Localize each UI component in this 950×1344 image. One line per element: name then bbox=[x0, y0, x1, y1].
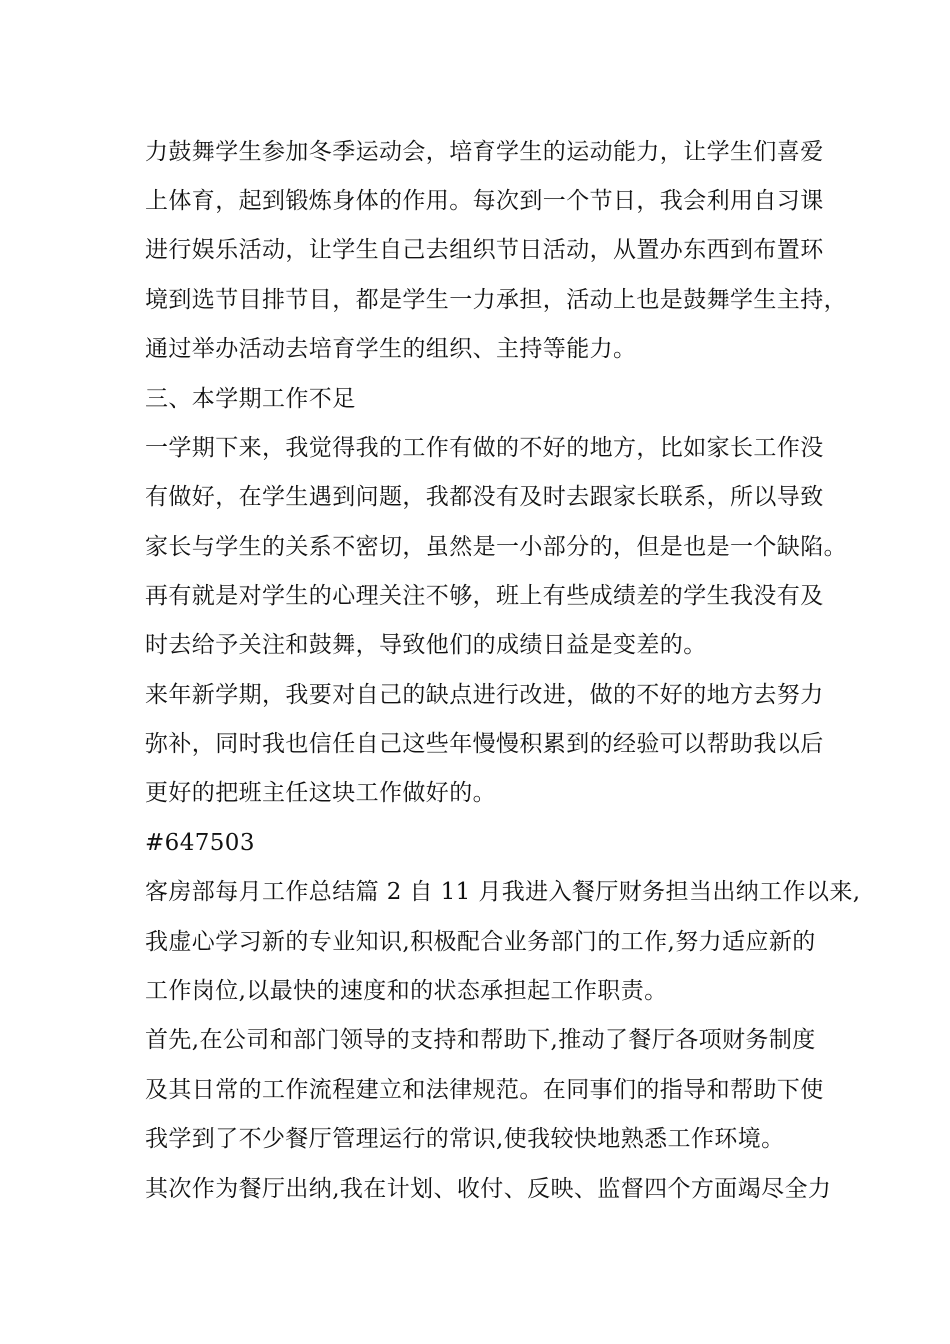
text-line: 我虚心学习新的专业知识,积极配合业务部门的工作,努力适应新的 bbox=[145, 929, 816, 955]
text-line: 时去给予关注和鼓舞，导致他们的成绩日益是变差的。 bbox=[145, 632, 707, 658]
text-line: 其次作为餐厅出纳,我在计划、收付、反映、监督四个方面竭尽全力 bbox=[145, 1176, 832, 1202]
text-line: 首先,在公司和部门领导的支持和帮助下,推动了餐厅各项财务制度 bbox=[145, 1027, 816, 1053]
text-line: 客房部每月工作总结篇 2 自 11 月我进入餐厅财务担当出纳工作以来, bbox=[145, 879, 861, 905]
text-line: 再有就是对学生的心理关注不够，班上有些成绩差的学生我没有及 bbox=[145, 583, 824, 609]
text-line: 我学到了不少餐厅管理运行的常识,使我较快地熟悉工作环境。 bbox=[145, 1126, 785, 1152]
text-line: 一学期下来，我觉得我的工作有做的不好的地方，比如家长工作没 bbox=[145, 435, 824, 461]
text-line: 上体育，起到锻炼身体的作用。每次到一个节日，我会利用自习课 bbox=[145, 188, 824, 214]
text-line: 来年新学期，我要对自己的缺点进行改进，做的不好的地方去努力 bbox=[145, 682, 824, 708]
text-line: 家长与学生的关系不密切，虽然是一小部分的，但是也是一个缺陷。 bbox=[145, 534, 847, 560]
section-heading: 三、本学期工作不足 bbox=[145, 386, 356, 412]
text-line: 弥补，同时我也信任自己这些年慢慢积累到的经验可以帮助我以后 bbox=[145, 731, 824, 757]
text-line: 有做好，在学生遇到问题，我都没有及时去跟家长联系，所以导致 bbox=[145, 484, 824, 510]
text-line: 更好的把班主任这块工作做好的。 bbox=[145, 780, 496, 806]
text-line: 工作岗位,以最快的速度和的状态承担起工作职责。 bbox=[145, 978, 668, 1004]
text-line: 及其日常的工作流程建立和法律规范。在同事们的指导和帮助下使 bbox=[145, 1077, 824, 1103]
text-line: 力鼓舞学生参加冬季运动会，培育学生的运动能力，让学生们喜爱 bbox=[145, 139, 824, 165]
text-line: 境到选节目排节目，都是学生一力承担，活动上也是鼓舞学生主持， bbox=[145, 287, 847, 313]
document-code: #647503 bbox=[145, 830, 255, 856]
text-line: 通过举办活动去培育学生的组织、主持等能力。 bbox=[145, 336, 637, 362]
text-line: 进行娱乐活动，让学生自己去组织节日活动，从置办东西到布置环 bbox=[145, 237, 824, 263]
